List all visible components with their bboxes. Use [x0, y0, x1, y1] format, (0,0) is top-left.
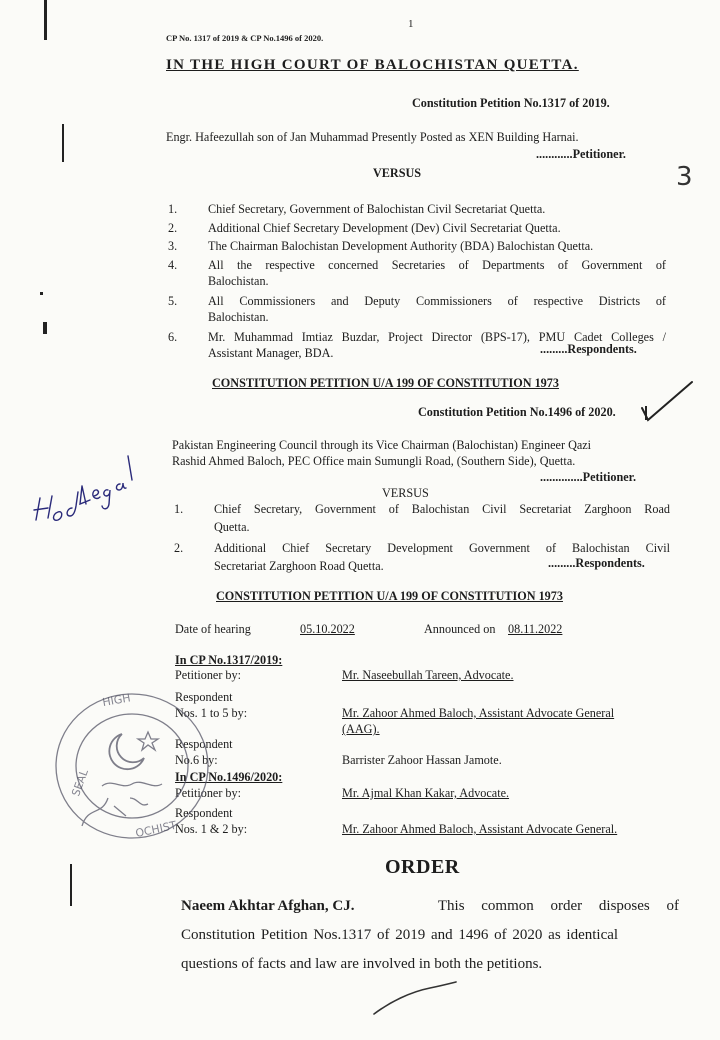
petition1-petitioner-label: ............Petitioner.: [536, 147, 626, 161]
respondent-text: Assistant Manager, BDA.: [208, 346, 334, 360]
respondent-text: Mr. Muhammad Imtiaz Buzdar, Project Director (BPS-17), PMU Cadet Colleges /: [208, 329, 666, 344]
petition2-title: Constitution Petition No.1496 of 2020.: [418, 405, 616, 419]
petition2-respondents-label: .........Respondents.: [548, 556, 645, 570]
cp2-resp-label-line1: Respondent: [175, 806, 233, 820]
cp1-resp6-label-line2: No.6 by:: [175, 753, 218, 767]
respondent-text: Chief Secretary, Government of Balochistan Civil Secretariat Zarghoon Road: [214, 502, 670, 516]
petition2-petitioner-line2: Rashid Ahmed Baloch, PEC Office main Sumungli Road, (Southern Side), Quetta.: [172, 454, 576, 468]
margin-mark: [43, 322, 47, 334]
respondent-text: Balochistan.: [208, 274, 269, 288]
cp2-resp-counsel: Mr. Zahoor Ahmed Baloch, Assistant Advocate General.: [342, 822, 618, 836]
order-line2: Constitution Petition Nos.1317 of 2019 and 1496 of 2020 as identical: [181, 927, 619, 943]
margin-mark: [62, 124, 64, 162]
court-stamp: [52, 686, 212, 846]
signature-scribble: [370, 980, 460, 1020]
petition2-petitioner-label: ..............Petitioner.: [540, 470, 637, 484]
respondent-text: Balochistan.: [208, 310, 269, 324]
respondent-text: Secretariat Zarghoon Road Quetta.: [214, 559, 384, 573]
cp1-resp1-counsel-line2: (AAG).: [342, 722, 380, 736]
petition2-versus: VERSUS: [382, 486, 429, 500]
respondent-number: 4.: [168, 257, 178, 272]
margin-mark: [44, 0, 47, 40]
cp1-heading: In CP No.1317/2019:: [175, 653, 283, 667]
page-number: 1: [408, 18, 414, 30]
respondent-number: 2.: [168, 220, 178, 235]
announced-value: 08.11.2022: [508, 622, 563, 636]
handwritten-note: [28, 438, 148, 528]
case-reference: CP No. 1317 of 2019 & CP No.1496 of 2020.: [166, 33, 324, 43]
announced-label: Announced on: [424, 622, 496, 636]
petition1-under-article: CONSTITUTION PETITION U/A 199 OF CONSTITUTION 1973: [212, 376, 559, 390]
petition1-title: Constitution Petition No.1317 of 2019.: [412, 96, 610, 110]
respondent-number: 1.: [174, 502, 184, 516]
respondent-text: The Chairman Balochistan Development Authority (BDA) Balochistan Quetta.: [208, 239, 594, 253]
cp1-resp1-label-line2: Nos. 1 to 5 by:: [175, 706, 248, 720]
order-line1: [181, 898, 679, 915]
petition1-versus: VERSUS: [373, 166, 422, 180]
svg-text:HIGH: HIGH: [101, 691, 132, 710]
respondent-text: Quetta.: [214, 520, 250, 534]
respondent-number: 2.: [174, 541, 184, 555]
margin-page-number: 3: [676, 162, 693, 192]
check-mark-annotation: [636, 378, 696, 428]
respondent-number: 5.: [168, 293, 178, 308]
cp2-resp-label-line2: Nos. 1 & 2 by:: [175, 822, 248, 836]
cp1-resp1-counsel-line1: Mr. Zahoor Ahmed Baloch, Assistant Advocate General: [342, 706, 615, 720]
respondent-number: 1.: [168, 202, 178, 216]
cp1-resp6-counsel: Barrister Zahoor Hassan Jamote.: [342, 753, 502, 767]
margin-mark: [40, 292, 43, 295]
respondent-text: Additional Chief Secretary Development (Dev) Civil Secretariat Quetta.: [208, 220, 561, 235]
court-title: IN THE HIGH COURT OF BALOCHISTAN QUETTA.: [166, 57, 579, 73]
respondent-text: All Commissioners and Deputy Commissioners of respective Districts of: [208, 293, 666, 308]
respondent-text: Additional Chief Secretary Development Government of Balochistan Civil: [214, 541, 670, 555]
order-line1-rest: This common order disposes of: [437, 898, 679, 914]
respondent-number: 6.: [168, 329, 178, 344]
cp2-heading: In CP No.1496/2020:: [175, 770, 283, 784]
cp1-resp1-label-line1: Respondent: [175, 690, 233, 704]
order-heading: ORDER: [385, 856, 460, 878]
cp1-petitioner-counsel: Mr. Naseebullah Tareen, Advocate.: [342, 668, 514, 682]
cp2-petitioner-counsel: Mr. Ajmal Khan Kakar, Advocate.: [342, 786, 510, 800]
svg-text:SEAL: SEAL: [69, 767, 91, 798]
hearing-date-label: Date of hearing: [175, 622, 251, 636]
cp1-petitioner-label: Petitioner by:: [175, 668, 242, 682]
petition1-respondents-label: .........Respondents.: [540, 342, 637, 356]
cp2-petitioner-label: Petitioner by:: [175, 786, 242, 800]
cp1-resp6-label-line1: Respondent: [175, 737, 233, 751]
respondent-text: Chief Secretary, Government of Balochistan Civil Secretariat Quetta.: [208, 202, 546, 216]
order-judge: Naeem Akhtar Afghan, CJ.: [181, 898, 355, 914]
respondent-number: 3.: [168, 239, 178, 253]
order-line3: questions of facts and law are involved in both the petitions.: [181, 956, 543, 972]
svg-text:OCHIST: OCHIST: [134, 818, 178, 841]
petition2-petitioner-line1: Pakistan Engineering Council through its Vice Chairman (Balochistan) Engineer Qazi: [172, 438, 592, 452]
hearing-date-value: 05.10.2022: [300, 622, 355, 636]
margin-mark: [70, 864, 72, 906]
petition2-under-article: CONSTITUTION PETITION U/A 199 OF CONSTITUTION 1973: [216, 589, 563, 603]
petition1-petitioner: Engr. Hafeezullah son of Jan Muhammad Presently Posted as XEN Building Harnai.: [166, 130, 579, 144]
respondent-text: All the respective concerned Secretaries of Departments of Government of: [208, 257, 666, 272]
